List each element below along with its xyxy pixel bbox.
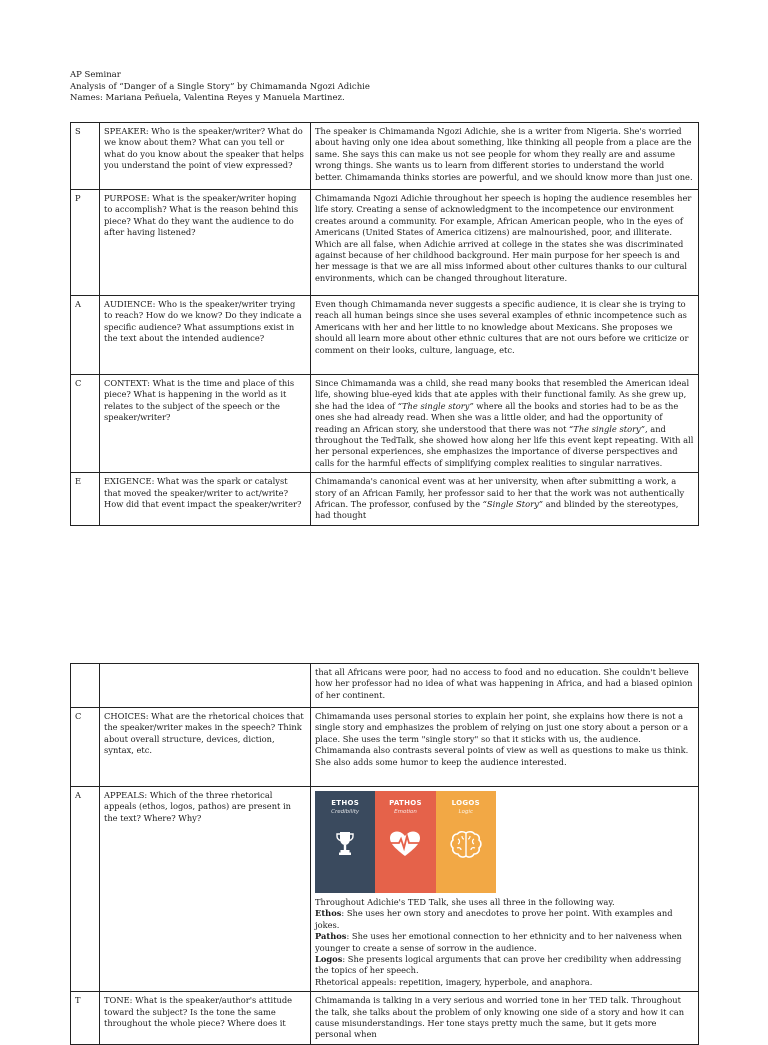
answer-italic: “The single story” — [397, 400, 474, 411]
table-row — [71, 787, 699, 992]
answer-text: , and throughout the TedTalk, she showed how along her life this event kept repeating. With all her personal experiences, she emphasizes the importance of diverse perspectives and calls for the harmful effects of simplifying complex realities to singular narratives. — [315, 423, 694, 468]
trophy-icon — [335, 830, 355, 856]
ethos-subtitle: Credibility — [331, 809, 360, 815]
row-letter: P — [71, 190, 100, 296]
row-prompt: PURPOSE: What is the speaker/writer hoping to accomplish? What is the reason behind this piece? What do they want the audience to do after having listened? — [100, 190, 311, 296]
row-answer — [311, 787, 699, 992]
ethos-text: : She uses her own story and anecdotes to prove her point. With examples and jokes. — [315, 908, 673, 930]
row-answer: that all Africans were poor, had no access to food and no education. She couldn't believe how her professor had no idea of what was happening in Africa, and had a biased opinion of her continent. — [311, 664, 699, 708]
logos-subtitle: Logic — [458, 809, 474, 815]
heartbeat-icon — [388, 830, 422, 858]
row-answer: The speaker is Chimamanda Ngozi Adichie, she is a writer from Nigeria. She's worried about having only one idea about something, like thinking all people from a place are the same. She says this can make us not see people for whom they really are and assume wrong things. She wants us to learn from different stories to understand the world better. Chimamanda thinks stories are powerful, and we should know more than just one. — [311, 123, 699, 190]
brain-icon — [449, 830, 483, 860]
row-answer — [311, 473, 699, 526]
row-letter: S — [71, 123, 100, 190]
row-answer: Even though Chimamanda never suggests a specific audience, it is clear she is trying to reach all human beings since she uses several examples of ethnic incompetence such as Americans with her and her little to no knowledge about Mexicans. She proposes we should all learn more about other ethnic cultures that are not ours before we criticize or comment on their looks, culture, language, etc. — [311, 296, 699, 375]
table-row — [71, 473, 699, 526]
speaks-table-page-1 — [70, 122, 699, 526]
answer-text: and blinded by the stereotypes, had thought — [315, 499, 679, 521]
speaks-table-page-2 — [70, 663, 699, 1045]
row-answer — [311, 375, 699, 473]
ethos-panel — [315, 791, 375, 893]
table-row — [71, 123, 699, 190]
student-names: Names: Mariana Peñuela, Valentina Reyes y Manuela Martinez. — [70, 93, 345, 103]
row-prompt: TONE: What is the speaker/author's attitude toward the subject? Is the tone the same throughout the whole piece? Where does it — [100, 992, 311, 1045]
rhetorical-appeals-line: Rhetorical appeals: repetition, imagery, hyperbole, and anaphora. — [315, 976, 593, 987]
ethos-line — [315, 908, 694, 931]
table-row — [71, 992, 699, 1045]
document-header — [70, 70, 370, 105]
row-letter: A — [71, 296, 100, 375]
row-answer: Chimamanda uses personal stories to explain her point, she explains how there is not a single story and emphasizes the problem of relying on just one story about a person or a place. She uses the term "single story" so that it sticks with us, the audience. Chimamanda also contrasts several points of view as well as questions to make us think. She also adds some humor to keep the audience interested. — [311, 708, 699, 787]
pathos-subtitle: Emotion — [394, 809, 417, 815]
logos-text: : She presents logical arguments that can prove her credibility when addressing the topics of her speech. — [315, 954, 682, 976]
pathos-line — [315, 931, 694, 954]
row-letter: C — [71, 708, 100, 787]
row-prompt: CONTEXT: What is the time and place of this piece? What is happening in the world as it relates to the subject of the speech or the speaker/writer? — [100, 375, 311, 473]
appeals-intro: Throughout Adichie's TED Talk, she uses all three in the following way. — [315, 897, 615, 907]
table-row — [71, 664, 699, 708]
logos-label: Logos — [315, 954, 343, 965]
row-letter — [71, 664, 100, 708]
pathos-title: PATHOS — [389, 799, 422, 807]
row-prompt: SPEAKER: Who is the speaker/writer? What do we know about them? What can you tell or what do you know about the speaker that helps you understand the point of view expressed? — [100, 123, 311, 190]
answer-italic: “Single Story” — [482, 499, 543, 510]
rhetorical-appeals-graphic — [315, 791, 496, 893]
course-title: AP Seminar — [70, 70, 121, 80]
answer-text: where all the books and stories had to be as the ones she had already read. When she was a little older, and had the opportunity of reading an African story, she understood that there was not — [315, 400, 679, 434]
row-letter: E — [71, 473, 100, 526]
row-letter: T — [71, 992, 100, 1045]
answer-text: Since Chimamanda was a child, she read many books that resembled the American ideal life, showing blue-eyed kids that ate apples with their functional family. As she grew up, she had the idea of — [315, 378, 690, 411]
table-row — [71, 708, 699, 787]
logos-title: LOGOS — [451, 799, 481, 807]
row-prompt: AUDIENCE: Who is the speaker/writer trying to reach? How do we know? Do they indicate a specific audience? What assumptions exist in the text about the intended audience? — [100, 296, 311, 375]
table-row — [71, 190, 699, 296]
ethos-title: ETHOS — [331, 799, 360, 807]
ethos-label: Ethos — [315, 908, 342, 919]
pathos-panel — [375, 791, 435, 893]
row-letter: C — [71, 375, 100, 473]
table-row — [71, 296, 699, 375]
row-answer: Chimamanda Ngozi Adichie throughout her speech is hoping the audience resembles her life story. Creating a sense of acknowledgment to the incompetence our environment creates around a community. For example, African American people, who in the eyes of Americans (United States of America citizens) are malnourished, poor, and illiterate. Which are all false, when Adichie arrived at college in the states she was discriminated against because of her childhood background. Her main purpose for her speech is and her message is that we are all miss informed about other cultures thanks to our cultural environments, which can be changed throughout literature. — [311, 190, 699, 296]
answer-text: Chimamanda's canonical event was at her university, when after submitting a work, a story of an African Family, her professor said to her that the work was not authentically African. The professor, confused by the — [315, 476, 685, 510]
logos-line — [315, 954, 694, 977]
pathos-text: : She uses her emotional connection to her ethnicity and to her naiveness when younger to create a sense of sorrow in the audience. — [315, 931, 683, 953]
answer-italic: “The single story” — [569, 423, 645, 434]
row-prompt: CHOICES: What are the rhetorical choices that the speaker/writer makes in the speech? Think about overall structure, devices, diction, syntax, etc. — [100, 708, 311, 787]
row-letter: A — [71, 787, 100, 992]
analysis-title: Analysis of “Danger of a Single Story” by Chimamanda Ngozi Adichie — [70, 81, 370, 92]
row-prompt — [100, 664, 311, 708]
row-prompt: APPEALS: Which of the three rhetorical appeals (ethos, logos, pathos) are present in the text? Where? Why? — [100, 787, 311, 992]
table-row — [71, 375, 699, 473]
logos-panel — [436, 791, 496, 893]
row-prompt: EXIGENCE: What was the spark or catalyst that moved the speaker/writer to act/write? How did that event impact the speaker/writer? — [100, 473, 311, 526]
pathos-label: Pathos — [315, 931, 347, 942]
row-answer: Chimamanda is talking in a very serious and worried tone in her TED talk. Throughout the talk, she talks about the problem of only knowing one side of a story and how it can cause misunderstandings. Her tone stays pretty much the same, but it gets more personal when — [311, 992, 699, 1045]
